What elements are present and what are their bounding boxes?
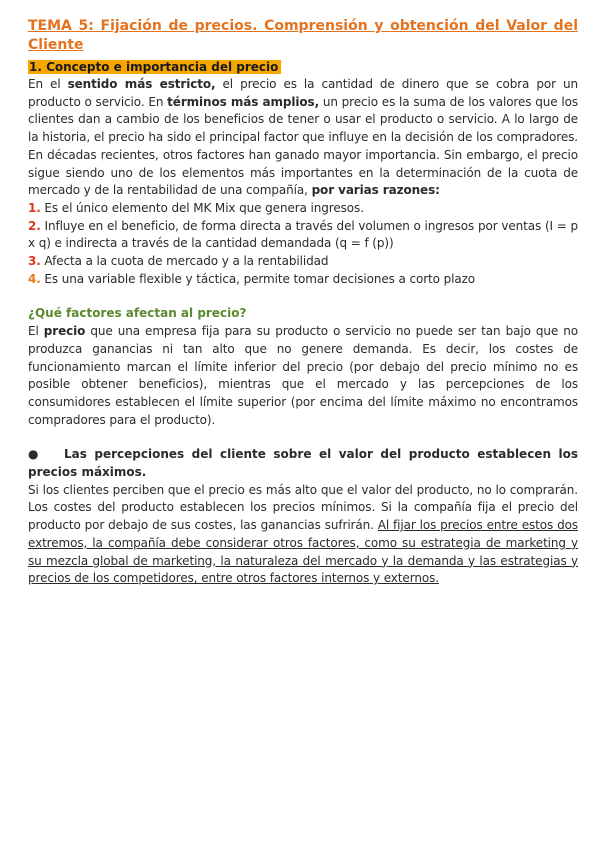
reason-item-4 <box>28 271 578 289</box>
reason-item-2 <box>28 218 578 253</box>
bullet-heading-text: Las percepciones del cliente sobre el valor del producto establecen los precios máximos. <box>28 447 578 480</box>
reason-text: Es una variable flexible y táctica, permite tomar decisiones a corto plazo <box>40 271 476 286</box>
reason-item-1 <box>28 200 578 218</box>
reason-text: Influye en el beneficio, de forma directa a través del volumen o ingresos por ventas (I = p x q) e indirecta a través de la cantidad demandada (q = f (p)) <box>28 218 578 251</box>
page-title: TEMA 5: Fijación de precios. Comprensión y obtención del Valor del <box>28 18 578 34</box>
reason-number: 3. <box>28 254 41 269</box>
bold-reasons-intro: por varias razones: <box>311 183 440 198</box>
spacer <box>28 288 578 305</box>
reason-text: Afecta a la cuota de mercado y a la rentabilidad <box>40 254 329 269</box>
text-run: el precio es la cantidad de dinero que se cobra por un producto o servicio. En <box>28 77 578 109</box>
factors-paragraph <box>28 323 578 429</box>
text-run: un precio es la suma de los valores que los clientes dan a cambio de los beneficios de tener o usar el producto o servicio. A lo largo de la historia, el precio ha sido el principal factor que influye en la decisión de los compradores. En décadas recientes, otros factores han ganado mayor importancia. Sin embargo, el precio sigue siendo uno de los elementos más importantes en la determinación de la cuota de mercado y de la rentabilidad de una compañía, <box>28 94 578 198</box>
bold-term-price: precio <box>43 324 86 339</box>
section-1-heading-row <box>28 57 578 76</box>
perception-paragraph <box>28 482 578 588</box>
spacer <box>28 429 578 446</box>
text-run: Si los clientes perciben que el precio es más alto que el valor del producto, no lo comprarán. Los costes del producto establecen los precios mínimos. Si la compañía fija el precio del producto por debajo de sus costes, las ganancias sufrirán. <box>28 482 578 533</box>
concept-paragraph <box>28 76 578 200</box>
reason-number: 1. <box>28 200 41 215</box>
reason-number: 4. <box>28 271 41 286</box>
text-run: En el <box>28 77 68 91</box>
underlined-text: Al fijar los precios entre estos dos extremos, la compañía debe considerar otros factores, como su estrategia de marketing y su mezcla global de marketing, la naturaleza del mercado y la demanda y las estrategias y precios de los competidores, entre otros factores internos y externos. <box>28 518 578 586</box>
reason-item-3 <box>28 253 578 271</box>
bullet-icon: ● <box>28 447 39 462</box>
reason-number: 2. <box>28 218 41 233</box>
section-2-heading: ¿Qué factores afectan al precio? <box>28 306 247 321</box>
text-run: que una empresa fija para su producto o servicio no puede ser tan bajo que no produzca ganancias ni tan alto que no genere demanda. Es decir, los costes de funcionamiento marcan el límite inferior del precio (por debajo del precio mínimo no es posible obtener beneficios), mientras que el mercado y las percepciones de los consumidores establecen el límite superior (por encima del límite máximo no encontramos compradores para el producto). <box>28 324 578 427</box>
bold-term-broad: términos más amplios, <box>167 94 320 109</box>
reason-text: Es el único elemento del MK Mix que genera ingresos. <box>40 200 364 215</box>
text-run: El <box>28 324 44 339</box>
section-1-heading: 1. Concepto e importancia del precio <box>28 60 281 74</box>
bullet-heading <box>28 446 578 481</box>
page-title-continued: Cliente <box>28 37 84 53</box>
bold-term-strict: sentido más estricto, <box>67 77 216 91</box>
